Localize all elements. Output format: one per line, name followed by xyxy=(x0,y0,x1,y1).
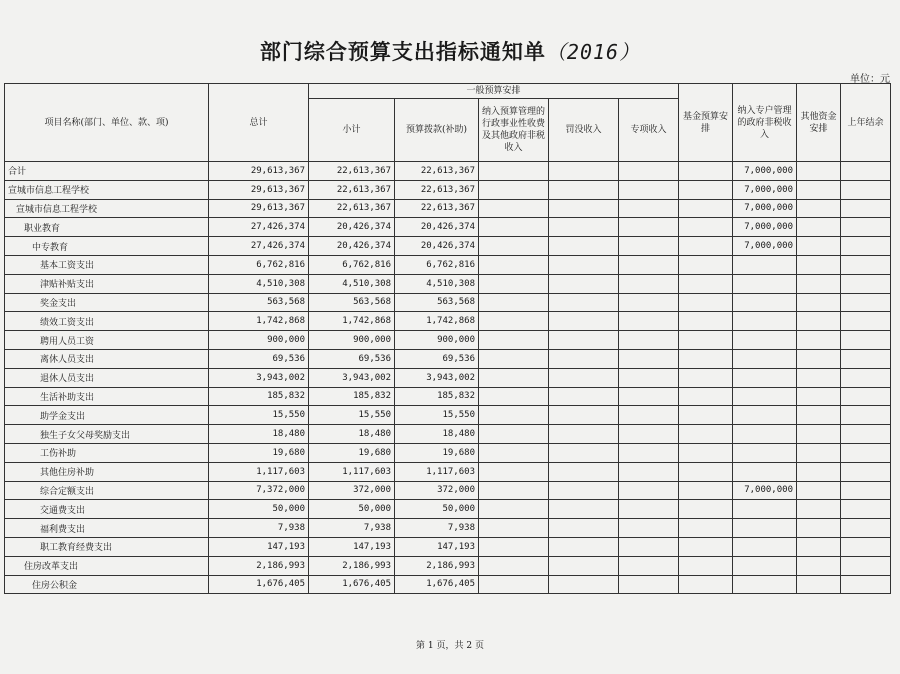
row-total-cell: 29,613,367 xyxy=(209,180,309,199)
row-special-account-cell xyxy=(733,293,797,312)
row-fund-cell xyxy=(679,312,733,331)
row-total-cell: 15,550 xyxy=(209,406,309,425)
row-special-cell xyxy=(619,180,679,199)
row-subtotal-cell: 372,000 xyxy=(309,481,395,500)
row-allocation-cell: 3,943,002 xyxy=(395,368,479,387)
row-special-account-cell xyxy=(733,368,797,387)
row-name-cell: 聘用人员工资 xyxy=(5,331,209,350)
row-fund-cell xyxy=(679,237,733,256)
row-fund-cell xyxy=(679,575,733,594)
row-other-cell xyxy=(797,274,841,293)
row-fines-cell xyxy=(549,406,619,425)
row-subtotal-cell: 20,426,374 xyxy=(309,237,395,256)
row-total-cell: 1,676,405 xyxy=(209,575,309,594)
row-fines-cell xyxy=(549,481,619,500)
row-other-cell xyxy=(797,462,841,481)
row-allocation-cell: 2,186,993 xyxy=(395,556,479,575)
row-total-cell: 147,193 xyxy=(209,537,309,556)
row-other-cell xyxy=(797,519,841,538)
row-fines-cell xyxy=(549,331,619,350)
row-allocation-cell: 1,117,603 xyxy=(395,462,479,481)
row-carryover-cell xyxy=(841,462,891,481)
unit-label: 单位：元 xyxy=(850,74,890,85)
row-carryover-cell xyxy=(841,218,891,237)
row-fines-cell xyxy=(549,425,619,444)
row-non-tax-cell xyxy=(479,293,549,312)
row-fines-cell xyxy=(549,218,619,237)
row-total-cell: 900,000 xyxy=(209,331,309,350)
row-allocation-cell: 6,762,816 xyxy=(395,255,479,274)
table-row xyxy=(5,162,891,181)
row-total-cell: 27,426,374 xyxy=(209,237,309,256)
row-non-tax-cell xyxy=(479,218,549,237)
row-name-cell: 离休人员支出 xyxy=(5,349,209,368)
row-special-account-cell xyxy=(733,425,797,444)
table-row xyxy=(5,237,891,256)
row-carryover-cell xyxy=(841,387,891,406)
row-subtotal-cell: 7,938 xyxy=(309,519,395,538)
row-total-cell: 6,762,816 xyxy=(209,255,309,274)
row-special-cell xyxy=(619,519,679,538)
row-special-account-cell xyxy=(733,500,797,519)
row-allocation-cell: 147,193 xyxy=(395,537,479,556)
row-subtotal-cell: 19,680 xyxy=(309,443,395,462)
header-special: 专项收入 xyxy=(619,99,679,162)
row-special-cell xyxy=(619,218,679,237)
row-carryover-cell xyxy=(841,368,891,387)
row-fund-cell xyxy=(679,218,733,237)
row-fines-cell xyxy=(549,575,619,594)
row-special-cell xyxy=(619,255,679,274)
row-name-cell: 合计 xyxy=(5,162,209,181)
row-other-cell xyxy=(797,349,841,368)
row-special-account-cell xyxy=(733,537,797,556)
year-note: （2016） xyxy=(545,40,641,64)
row-other-cell xyxy=(797,425,841,444)
row-allocation-cell: 20,426,374 xyxy=(395,218,479,237)
row-special-account-cell xyxy=(733,575,797,594)
row-carryover-cell xyxy=(841,199,891,218)
table-row xyxy=(5,293,891,312)
row-fines-cell xyxy=(549,368,619,387)
row-total-cell: 3,943,002 xyxy=(209,368,309,387)
row-non-tax-cell xyxy=(479,556,549,575)
row-subtotal-cell: 900,000 xyxy=(309,331,395,350)
row-carryover-cell xyxy=(841,274,891,293)
row-name-cell: 职业教育 xyxy=(5,218,209,237)
row-total-cell: 7,938 xyxy=(209,519,309,538)
row-special-account-cell xyxy=(733,331,797,350)
row-other-cell xyxy=(797,237,841,256)
row-non-tax-cell xyxy=(479,331,549,350)
table-row xyxy=(5,255,891,274)
row-special-account-cell xyxy=(733,519,797,538)
row-fund-cell xyxy=(679,406,733,425)
row-non-tax-cell xyxy=(479,481,549,500)
table-row xyxy=(5,519,891,538)
row-special-cell xyxy=(619,443,679,462)
row-carryover-cell xyxy=(841,481,891,500)
row-fund-cell xyxy=(679,331,733,350)
row-subtotal-cell: 69,536 xyxy=(309,349,395,368)
row-total-cell: 1,742,868 xyxy=(209,312,309,331)
row-fines-cell xyxy=(549,462,619,481)
row-subtotal-cell: 15,550 xyxy=(309,406,395,425)
table-row xyxy=(5,368,891,387)
row-subtotal-cell: 3,943,002 xyxy=(309,368,395,387)
row-special-account-cell xyxy=(733,406,797,425)
row-non-tax-cell xyxy=(479,519,549,538)
row-total-cell: 18,480 xyxy=(209,425,309,444)
row-carryover-cell xyxy=(841,443,891,462)
row-fund-cell xyxy=(679,387,733,406)
row-fund-cell xyxy=(679,349,733,368)
row-carryover-cell xyxy=(841,312,891,331)
row-non-tax-cell xyxy=(479,237,549,256)
row-name-cell: 宣城市信息工程学校 xyxy=(5,180,209,199)
row-allocation-cell: 1,742,868 xyxy=(395,312,479,331)
row-other-cell xyxy=(797,255,841,274)
row-fines-cell xyxy=(549,199,619,218)
row-fund-cell xyxy=(679,180,733,199)
row-fines-cell xyxy=(549,500,619,519)
row-total-cell: 19,680 xyxy=(209,443,309,462)
row-special-account-cell xyxy=(733,387,797,406)
row-total-cell: 7,372,000 xyxy=(209,481,309,500)
header-fund: 基金预算安排 xyxy=(679,84,733,162)
header-general: 一般预算安排 xyxy=(309,84,679,99)
header-special-account: 纳入专户管理的政府非税收入 xyxy=(733,84,797,162)
row-total-cell: 29,613,367 xyxy=(209,162,309,181)
table-row xyxy=(5,537,891,556)
row-allocation-cell: 22,613,367 xyxy=(395,199,479,218)
row-fund-cell xyxy=(679,274,733,293)
row-non-tax-cell xyxy=(479,575,549,594)
row-allocation-cell: 372,000 xyxy=(395,481,479,500)
row-allocation-cell: 50,000 xyxy=(395,500,479,519)
row-other-cell xyxy=(797,180,841,199)
row-fines-cell xyxy=(549,274,619,293)
row-fund-cell xyxy=(679,481,733,500)
row-non-tax-cell xyxy=(479,274,549,293)
row-special-account-cell: 7,000,000 xyxy=(733,218,797,237)
row-carryover-cell xyxy=(841,575,891,594)
row-subtotal-cell: 22,613,367 xyxy=(309,162,395,181)
row-fund-cell xyxy=(679,425,733,444)
row-special-cell xyxy=(619,537,679,556)
row-other-cell xyxy=(797,500,841,519)
row-other-cell xyxy=(797,199,841,218)
row-special-cell xyxy=(619,312,679,331)
title-text: 部门综合预算支出指标通知单 xyxy=(259,39,546,64)
row-total-cell: 27,426,374 xyxy=(209,218,309,237)
header-allocation: 预算拨款(补助) xyxy=(395,99,479,162)
row-name-cell: 职工教育经费支出 xyxy=(5,537,209,556)
row-non-tax-cell xyxy=(479,349,549,368)
table-row xyxy=(5,425,891,444)
row-special-account-cell: 7,000,000 xyxy=(733,237,797,256)
row-name-cell: 奖金支出 xyxy=(5,293,209,312)
row-fund-cell xyxy=(679,537,733,556)
row-subtotal-cell: 147,193 xyxy=(309,537,395,556)
table-row xyxy=(5,443,891,462)
row-name-cell: 福利费支出 xyxy=(5,519,209,538)
row-fines-cell xyxy=(549,443,619,462)
row-carryover-cell xyxy=(841,556,891,575)
row-other-cell xyxy=(797,443,841,462)
row-subtotal-cell: 6,762,816 xyxy=(309,255,395,274)
row-name-cell: 津贴补贴支出 xyxy=(5,274,209,293)
row-special-cell xyxy=(619,481,679,500)
row-non-tax-cell xyxy=(479,462,549,481)
row-special-account-cell: 7,000,000 xyxy=(733,180,797,199)
table-row xyxy=(5,180,891,199)
row-carryover-cell xyxy=(841,519,891,538)
table-body xyxy=(5,162,891,594)
row-special-cell xyxy=(619,199,679,218)
row-carryover-cell xyxy=(841,406,891,425)
row-name-cell: 独生子女父母奖励支出 xyxy=(5,425,209,444)
header-subtotal: 小计 xyxy=(309,99,395,162)
row-other-cell xyxy=(797,162,841,181)
row-subtotal-cell: 1,117,603 xyxy=(309,462,395,481)
table-row xyxy=(5,500,891,519)
row-carryover-cell xyxy=(841,331,891,350)
row-special-cell xyxy=(619,293,679,312)
header-fines: 罚没收入 xyxy=(549,99,619,162)
table-row xyxy=(5,274,891,293)
row-fines-cell xyxy=(549,349,619,368)
row-name-cell: 绩效工资支出 xyxy=(5,312,209,331)
row-carryover-cell xyxy=(841,180,891,199)
row-fund-cell xyxy=(679,500,733,519)
row-name-cell: 住房公积金 xyxy=(5,575,209,594)
row-total-cell: 1,117,603 xyxy=(209,462,309,481)
row-special-account-cell xyxy=(733,274,797,293)
row-subtotal-cell: 50,000 xyxy=(309,500,395,519)
row-non-tax-cell xyxy=(479,425,549,444)
row-special-account-cell xyxy=(733,462,797,481)
row-fines-cell xyxy=(549,180,619,199)
row-fund-cell xyxy=(679,462,733,481)
row-fund-cell xyxy=(679,556,733,575)
row-fines-cell xyxy=(549,387,619,406)
row-other-cell xyxy=(797,312,841,331)
row-allocation-cell: 69,536 xyxy=(395,349,479,368)
row-special-account-cell xyxy=(733,255,797,274)
row-special-cell xyxy=(619,368,679,387)
row-subtotal-cell: 2,186,993 xyxy=(309,556,395,575)
row-subtotal-cell: 185,832 xyxy=(309,387,395,406)
row-non-tax-cell xyxy=(479,162,549,181)
row-carryover-cell xyxy=(841,237,891,256)
row-fines-cell xyxy=(549,162,619,181)
header-item: 项目名称(部门、单位、款、项) xyxy=(5,84,209,162)
table-row xyxy=(5,199,891,218)
row-other-cell xyxy=(797,368,841,387)
row-allocation-cell: 15,550 xyxy=(395,406,479,425)
table-row xyxy=(5,312,891,331)
row-total-cell: 185,832 xyxy=(209,387,309,406)
row-other-cell xyxy=(797,537,841,556)
row-allocation-cell: 20,426,374 xyxy=(395,237,479,256)
row-subtotal-cell: 563,568 xyxy=(309,293,395,312)
row-name-cell: 交通费支出 xyxy=(5,500,209,519)
row-fund-cell xyxy=(679,443,733,462)
row-non-tax-cell xyxy=(479,406,549,425)
row-total-cell: 2,186,993 xyxy=(209,556,309,575)
row-special-account-cell xyxy=(733,443,797,462)
row-subtotal-cell: 22,613,367 xyxy=(309,199,395,218)
row-special-account-cell: 7,000,000 xyxy=(733,481,797,500)
row-carryover-cell xyxy=(841,293,891,312)
row-special-account-cell xyxy=(733,349,797,368)
header-total: 总计 xyxy=(209,84,309,162)
row-special-account-cell: 7,000,000 xyxy=(733,199,797,218)
row-fines-cell xyxy=(549,519,619,538)
row-carryover-cell xyxy=(841,255,891,274)
table-row xyxy=(5,331,891,350)
row-fund-cell xyxy=(679,368,733,387)
row-subtotal-cell: 20,426,374 xyxy=(309,218,395,237)
row-non-tax-cell xyxy=(479,443,549,462)
row-total-cell: 29,613,367 xyxy=(209,199,309,218)
row-fines-cell xyxy=(549,556,619,575)
row-allocation-cell: 4,510,308 xyxy=(395,274,479,293)
row-special-cell xyxy=(619,575,679,594)
row-allocation-cell: 19,680 xyxy=(395,443,479,462)
row-special-cell xyxy=(619,237,679,256)
row-total-cell: 69,536 xyxy=(209,349,309,368)
row-special-cell xyxy=(619,556,679,575)
row-name-cell: 综合定额支出 xyxy=(5,481,209,500)
row-fund-cell xyxy=(679,199,733,218)
row-carryover-cell xyxy=(841,349,891,368)
table-row xyxy=(5,462,891,481)
row-fund-cell xyxy=(679,162,733,181)
page-title xyxy=(0,36,900,66)
row-allocation-cell: 22,613,367 xyxy=(395,162,479,181)
row-special-cell xyxy=(619,500,679,519)
row-allocation-cell: 900,000 xyxy=(395,331,479,350)
row-subtotal-cell: 18,480 xyxy=(309,425,395,444)
row-other-cell xyxy=(797,331,841,350)
row-allocation-cell: 18,480 xyxy=(395,425,479,444)
row-total-cell: 50,000 xyxy=(209,500,309,519)
row-allocation-cell: 7,938 xyxy=(395,519,479,538)
table-row xyxy=(5,575,891,594)
row-allocation-cell: 22,613,367 xyxy=(395,180,479,199)
row-special-account-cell xyxy=(733,312,797,331)
row-fines-cell xyxy=(549,537,619,556)
row-non-tax-cell xyxy=(479,255,549,274)
row-fines-cell xyxy=(549,237,619,256)
table-row xyxy=(5,349,891,368)
row-subtotal-cell: 22,613,367 xyxy=(309,180,395,199)
table-row xyxy=(5,406,891,425)
row-subtotal-cell: 4,510,308 xyxy=(309,274,395,293)
row-special-cell xyxy=(619,462,679,481)
row-allocation-cell: 185,832 xyxy=(395,387,479,406)
row-special-cell xyxy=(619,162,679,181)
row-non-tax-cell xyxy=(479,500,549,519)
row-name-cell: 宣城市信息工程学校 xyxy=(5,199,209,218)
header-carryover: 上年结余 xyxy=(841,84,891,162)
row-other-cell xyxy=(797,575,841,594)
row-allocation-cell: 1,676,405 xyxy=(395,575,479,594)
row-total-cell: 563,568 xyxy=(209,293,309,312)
row-special-account-cell: 7,000,000 xyxy=(733,162,797,181)
row-fines-cell xyxy=(549,293,619,312)
row-name-cell: 助学金支出 xyxy=(5,406,209,425)
table-row xyxy=(5,481,891,500)
row-subtotal-cell: 1,742,868 xyxy=(309,312,395,331)
row-special-cell xyxy=(619,406,679,425)
row-carryover-cell xyxy=(841,537,891,556)
row-other-cell xyxy=(797,218,841,237)
row-special-cell xyxy=(619,425,679,444)
row-other-cell xyxy=(797,387,841,406)
row-carryover-cell xyxy=(841,500,891,519)
row-non-tax-cell xyxy=(479,368,549,387)
row-special-cell xyxy=(619,274,679,293)
row-other-cell xyxy=(797,481,841,500)
row-other-cell xyxy=(797,406,841,425)
table-row xyxy=(5,387,891,406)
row-allocation-cell: 563,568 xyxy=(395,293,479,312)
row-name-cell: 基本工资支出 xyxy=(5,255,209,274)
row-fines-cell xyxy=(549,312,619,331)
row-name-cell: 中专教育 xyxy=(5,237,209,256)
row-name-cell: 工伤补助 xyxy=(5,443,209,462)
row-subtotal-cell: 1,676,405 xyxy=(309,575,395,594)
row-other-cell xyxy=(797,556,841,575)
table-row xyxy=(5,556,891,575)
row-special-cell xyxy=(619,349,679,368)
row-fund-cell xyxy=(679,519,733,538)
row-fund-cell xyxy=(679,293,733,312)
row-total-cell: 4,510,308 xyxy=(209,274,309,293)
row-carryover-cell xyxy=(841,425,891,444)
row-carryover-cell xyxy=(841,162,891,181)
row-name-cell: 住房改革支出 xyxy=(5,556,209,575)
header-non-tax: 纳入预算管理的行政事业性收费及其他政府非税收入 xyxy=(479,99,549,162)
row-name-cell: 其他住房补助 xyxy=(5,462,209,481)
row-special-cell xyxy=(619,387,679,406)
row-other-cell xyxy=(797,293,841,312)
row-fund-cell xyxy=(679,255,733,274)
header-other: 其他资金安排 xyxy=(797,84,841,162)
table-row xyxy=(5,218,891,237)
row-non-tax-cell xyxy=(479,387,549,406)
budget-table xyxy=(4,83,891,594)
row-non-tax-cell xyxy=(479,537,549,556)
row-non-tax-cell xyxy=(479,199,549,218)
row-fines-cell xyxy=(549,255,619,274)
row-name-cell: 退休人员支出 xyxy=(5,368,209,387)
row-non-tax-cell xyxy=(479,312,549,331)
page-footer: 第 1 页，共 2 页 xyxy=(416,641,484,651)
row-name-cell: 生活补助支出 xyxy=(5,387,209,406)
row-special-account-cell xyxy=(733,556,797,575)
row-special-cell xyxy=(619,331,679,350)
row-non-tax-cell xyxy=(479,180,549,199)
